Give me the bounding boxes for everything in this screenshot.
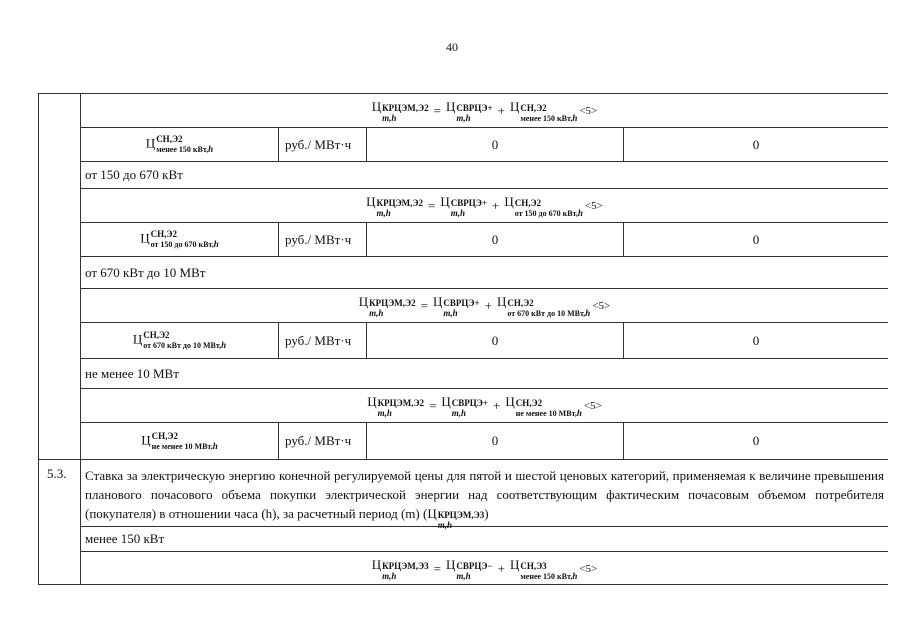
range-label: от 150 до 670 кВт bbox=[81, 162, 888, 189]
section-description: Ставка за электрическую энергию конечной регулируемой цены для пятой и шестой ценовых категорий, применяемая к величине превышения планового почасового объема покупки электрической энергии над соответствующим фактическим почасовым объемом потребителя (покупателя) в отношении часа (h), за расчетный период (m) ( Ц КРЦЭМ,Э3 m,h ) bbox=[81, 459, 888, 527]
unit-cell: руб./ МВт·ч bbox=[279, 128, 367, 161]
value-row-150-670 bbox=[81, 223, 888, 257]
value-cell: 0 bbox=[752, 332, 760, 348]
range-label: не менее 10 МВт bbox=[81, 359, 888, 389]
symbol-cell: Ц СН,Э2 от 670 кВт до 10 МВт,h bbox=[81, 323, 279, 358]
value-cell: 0 bbox=[367, 423, 624, 459]
formula-row-less-150: Ц КРЦЭМ,Э2 m,h = Ц СВРЦЭ+ m,h + Ц СН,Э2 менее 150 кВт,h <5> bbox=[81, 94, 888, 128]
value-cell: 0 bbox=[367, 128, 624, 161]
value-cell: 0 bbox=[367, 323, 624, 358]
symbol-cell: Ц СН,Э2 менее 150 кВт,h bbox=[81, 128, 279, 161]
price-symbol: Ц bbox=[371, 98, 382, 114]
page-number: 40 bbox=[446, 40, 458, 54]
value-cell: 0 bbox=[752, 433, 760, 448]
value-cell: 0 bbox=[367, 223, 624, 256]
symbol-cell: Ц СН,Э2 от 150 до 670 кВт,h bbox=[81, 223, 279, 256]
value-row-10-plus bbox=[81, 423, 888, 459]
unit-cell: руб./ МВт·ч bbox=[279, 323, 367, 358]
formula-row-150-670: Ц КРЦЭМ,Э2 m,h = Ц СВРЦЭ+ m,h + Ц СН,Э2 от 150 до 670 кВт,h <5> bbox=[81, 189, 888, 223]
unit-cell: руб./ МВт·ч bbox=[279, 223, 367, 256]
value-cell: 0 bbox=[752, 231, 760, 247]
symbol-cell: Ц СН,Э2 не менее 10 МВт,h bbox=[81, 423, 279, 459]
value-row-less-150 bbox=[81, 128, 888, 162]
formula-row-10-plus: Ц КРЦЭМ,Э2 m,h = Ц СВРЦЭ+ m,h + Ц СН,Э2 не менее 10 МВт,h <5> bbox=[81, 389, 888, 423]
formula-row-670-10: Ц КРЦЭМ,Э2 m,h = Ц СВРЦЭ+ m,h + Ц СН,Э2 от 670 кВт до 10 МВт,h <5> bbox=[81, 289, 888, 323]
formula-row-e3-less-150: Ц КРЦЭМ,Э3 m,h = Ц СВРЦЭ− m,h + Ц СН,Э3 менее 150 кВт,h <5> bbox=[371, 556, 598, 581]
range-label: от 670 кВт до 10 МВт bbox=[81, 257, 888, 289]
unit-cell: руб./ МВт·ч bbox=[279, 423, 367, 459]
value-cell: 0 bbox=[752, 136, 760, 152]
tariff-table bbox=[38, 93, 888, 585]
note-reference: <5> bbox=[579, 104, 598, 117]
range-label: менее 150 кВт bbox=[81, 527, 888, 552]
value-row-670-10 bbox=[81, 323, 888, 359]
section-number: 5.3. bbox=[39, 459, 81, 527]
